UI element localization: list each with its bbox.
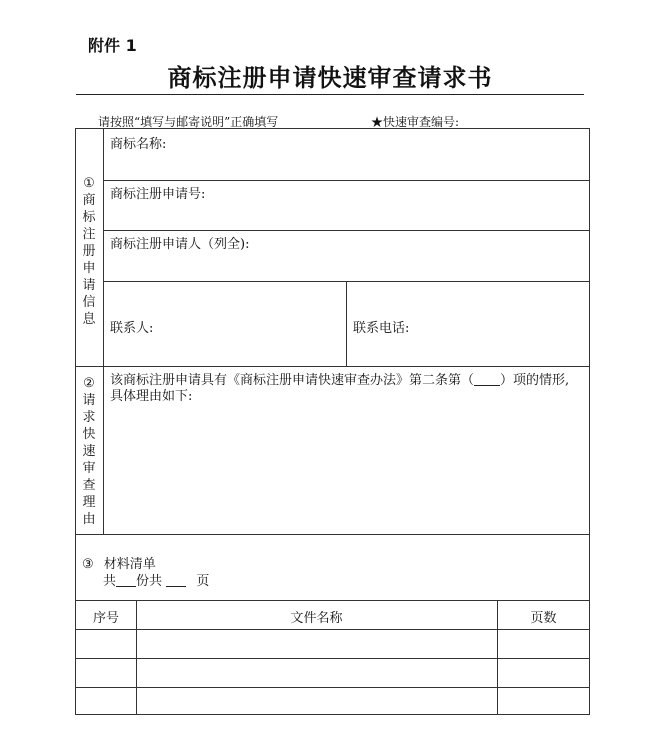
header-serial-number: 序号 [92, 611, 119, 626]
contact-phone-field[interactable]: 联系电话: [353, 321, 410, 336]
table-row-divider [76, 687, 590, 688]
materials-count [103, 570, 209, 589]
row-divider [103, 180, 590, 181]
section2-number: ② [83, 376, 95, 391]
reason-text-after: ）项的情形, [500, 373, 570, 388]
section-divider [76, 366, 590, 367]
section-divider [76, 534, 590, 535]
contact-divider [346, 281, 347, 366]
section1-title: 商标注册申请信息 [82, 193, 96, 327]
row-divider [103, 230, 590, 231]
table-row-divider [76, 658, 590, 659]
label-column-divider [103, 129, 104, 534]
pages-blank[interactable] [166, 573, 186, 587]
table-row-divider [76, 629, 590, 630]
section1-label [77, 175, 101, 328]
header-page-count: 页数 [530, 611, 557, 626]
header-file-name: 文件名称 [290, 611, 343, 626]
count-suffix: 页 [196, 574, 210, 589]
count-prefix: 共 [103, 574, 117, 589]
reason-text-before: 该商标注册申请具有《商标注册申请快速审查办法》第二条第（ [110, 373, 475, 388]
title-underline [76, 94, 584, 95]
article-item-blank[interactable] [474, 372, 500, 386]
trademark-name-field[interactable]: 商标名称: [110, 137, 167, 152]
count-mid: 份共 [136, 574, 163, 589]
section3-number: ③ [82, 557, 94, 572]
section2-title: 请求快速审查理由 [82, 393, 96, 527]
attachment-label: 附件 1 [88, 36, 137, 55]
section1-number: ① [83, 176, 95, 191]
fill-instruction: 请按照“填写与邮寄说明”正确填写 [98, 115, 279, 129]
applicant-field[interactable]: 商标注册申请人（列全): [110, 237, 250, 252]
copies-blank[interactable] [116, 573, 136, 587]
section-divider [76, 600, 590, 601]
document-title: 商标注册申请快速审查请求书 [167, 63, 493, 92]
section2-label [77, 375, 101, 528]
contact-person-field[interactable]: 联系人: [110, 321, 154, 336]
reason-details-field[interactable]: 具体理由如下: [110, 389, 193, 404]
review-number-label: ★快速审查编号: [371, 115, 460, 129]
application-number-field[interactable]: 商标注册申请号: [110, 187, 206, 202]
section3-title: 材料清单 [103, 557, 156, 572]
request-form [75, 128, 590, 715]
